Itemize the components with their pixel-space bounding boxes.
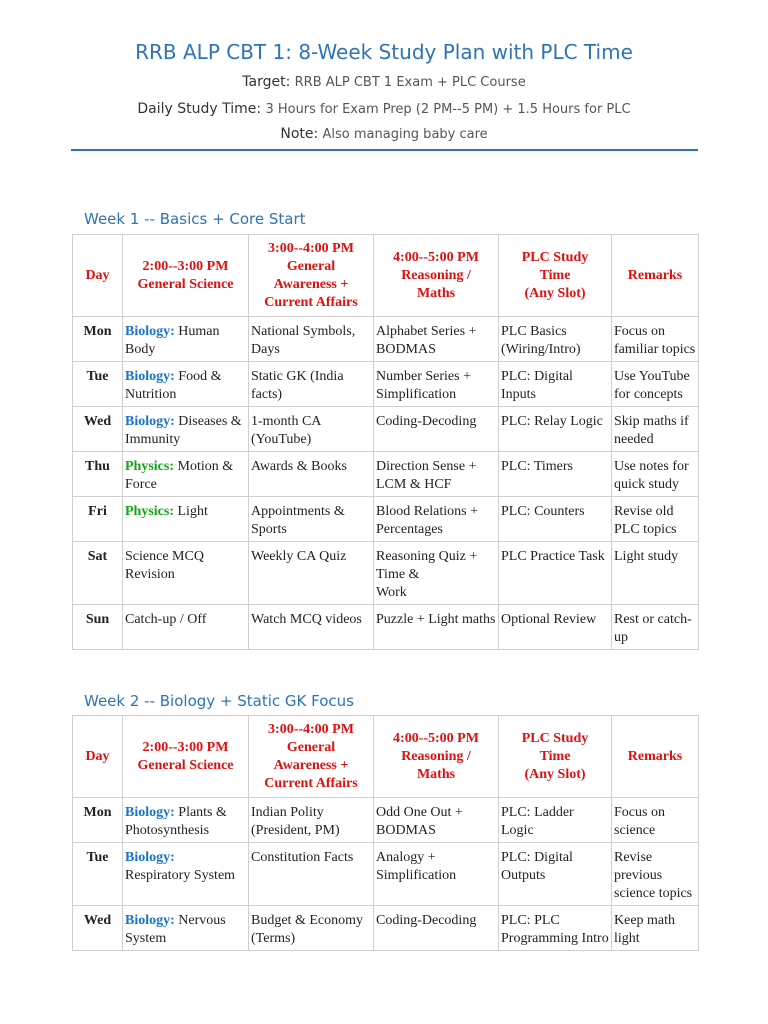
topic-text: Respiratory System (125, 868, 236, 883)
reasoning-maths-cell: Alphabet Series + BODMAS (374, 317, 499, 362)
daily-time-line (0, 101, 768, 117)
plc-cell: PLC Practice Task (499, 542, 612, 605)
reasoning-maths-cell: Puzzle + Light maths (374, 605, 499, 650)
table-row (73, 906, 699, 951)
remarks-cell: Skip maths if needed (612, 407, 699, 452)
plc-cell: PLC: Timers (499, 452, 612, 497)
general-awareness-cell: Weekly CA Quiz (249, 542, 374, 605)
subject-label: Biology: (125, 805, 175, 820)
reasoning-maths-cell: Number Series + Simplification (374, 362, 499, 407)
target-label: Target: (242, 74, 291, 90)
remarks-cell: Use YouTube for concepts (612, 362, 699, 407)
reasoning-maths-cell: Coding-Decoding (374, 407, 499, 452)
general-science-cell (123, 843, 249, 906)
header-day: Day (73, 716, 123, 798)
table-row (73, 407, 699, 452)
general-science-cell: Catch-up / Off (123, 605, 249, 650)
table-row (73, 798, 699, 843)
note-label: Note: (280, 126, 319, 142)
topic-text: Nervous System (125, 913, 226, 946)
day-cell: Fri (73, 497, 123, 542)
target-value: RRB ALP CBT 1 Exam + PLC Course (294, 75, 526, 90)
note-value: Also managing baby care (322, 127, 488, 142)
subject-label: Biology: (125, 369, 175, 384)
subject-label: Biology: (125, 324, 175, 339)
reasoning-maths-cell: Direction Sense + LCM & HCF (374, 452, 499, 497)
general-science-cell (123, 452, 249, 497)
reasoning-maths-cell: Reasoning Quiz + Time & Work (374, 542, 499, 605)
table-row (73, 452, 699, 497)
day-cell: Sun (73, 605, 123, 650)
topic-text: Motion & Force (125, 459, 234, 492)
topic-text: Diseases & Immunity (125, 414, 242, 447)
day-cell: Wed (73, 407, 123, 452)
topic-text: Human Body (125, 324, 220, 357)
header-reasoning-maths: 4:00--5:00 PM Reasoning / Maths (374, 235, 499, 317)
header-general-science: 2:00--3:00 PM General Science (123, 716, 249, 798)
table-row (73, 497, 699, 542)
reasoning-maths-cell: Coding-Decoding (374, 906, 499, 951)
remarks-cell: Revise previous science topics (612, 843, 699, 906)
general-awareness-cell: Awards & Books (249, 452, 374, 497)
week-2-table (72, 715, 699, 951)
day-cell: Mon (73, 798, 123, 843)
plc-cell: Optional Review (499, 605, 612, 650)
reasoning-maths-cell: Odd One Out + BODMAS (374, 798, 499, 843)
general-awareness-cell: Appointments & Sports (249, 497, 374, 542)
header-remarks: Remarks (612, 235, 699, 317)
remarks-cell: Focus on familiar topics (612, 317, 699, 362)
header-general-science: 2:00--3:00 PM General Science (123, 235, 249, 317)
remarks-cell: Use notes for quick study (612, 452, 699, 497)
day-cell: Mon (73, 317, 123, 362)
general-awareness-cell: National Symbols, Days (249, 317, 374, 362)
general-awareness-cell: Static GK (India facts) (249, 362, 374, 407)
plc-cell: PLC: Relay Logic (499, 407, 612, 452)
header-divider (71, 149, 698, 151)
table-row (73, 317, 699, 362)
subject-label: Biology: (125, 913, 175, 928)
day-cell: Tue (73, 362, 123, 407)
header-remarks: Remarks (612, 716, 699, 798)
general-awareness-cell: Budget & Economy (Terms) (249, 906, 374, 951)
plc-cell: PLC: PLC Programming Intro (499, 906, 612, 951)
day-cell: Sat (73, 542, 123, 605)
general-awareness-cell: 1-month CA (YouTube) (249, 407, 374, 452)
table-header-row (73, 235, 699, 317)
general-awareness-cell: Constitution Facts (249, 843, 374, 906)
topic-text: Light (174, 504, 208, 519)
day-cell: Tue (73, 843, 123, 906)
header-plc-study-time: PLC Study Time (Any Slot) (499, 716, 612, 798)
general-science-cell (123, 497, 249, 542)
table-row (73, 843, 699, 906)
remarks-cell: Rest or catch-up (612, 605, 699, 650)
plc-cell: PLC: Ladder Logic (499, 798, 612, 843)
week-1-title: Week 1 -- Basics + Core Start (84, 210, 306, 228)
week-2-title: Week 2 -- Biology + Static GK Focus (84, 692, 354, 710)
general-science-cell (123, 362, 249, 407)
reasoning-maths-cell: Analogy + Simplification (374, 843, 499, 906)
general-science-cell: Science MCQ Revision (123, 542, 249, 605)
topic-text: Food & Nutrition (125, 369, 222, 402)
remarks-cell: Revise old PLC topics (612, 497, 699, 542)
daily-time-value: 3 Hours for Exam Prep (2 PM--5 PM) + 1.5 Hours for PLC (265, 102, 631, 117)
general-science-cell (123, 906, 249, 951)
remarks-cell: Light study (612, 542, 699, 605)
general-awareness-cell: Watch MCQ videos (249, 605, 374, 650)
general-science-cell (123, 317, 249, 362)
note-line (0, 126, 768, 142)
header-plc-study-time: PLC Study Time (Any Slot) (499, 235, 612, 317)
table-header-row (73, 716, 699, 798)
week-1-table (72, 234, 699, 650)
subject-label: Biology: (125, 414, 175, 429)
general-awareness-cell: Indian Polity (President, PM) (249, 798, 374, 843)
header-day: Day (73, 235, 123, 317)
remarks-cell: Focus on science (612, 798, 699, 843)
topic-text: Plants & Photosynthesis (125, 805, 227, 838)
reasoning-maths-cell: Blood Relations + Percentages (374, 497, 499, 542)
header-reasoning-maths: 4:00--5:00 PM Reasoning / Maths (374, 716, 499, 798)
header-general-awareness: 3:00--4:00 PM General Awareness + Current Affairs (249, 235, 374, 317)
table-row (73, 605, 699, 650)
header-general-awareness: 3:00--4:00 PM General Awareness + Current Affairs (249, 716, 374, 798)
table-row (73, 362, 699, 407)
general-science-cell (123, 798, 249, 843)
subject-label: Physics: (125, 459, 174, 474)
plc-cell: PLC: Counters (499, 497, 612, 542)
plc-cell: PLC Basics (Wiring/Intro) (499, 317, 612, 362)
daily-time-label: Daily Study Time: (137, 101, 262, 117)
target-line (0, 74, 768, 90)
remarks-cell: Keep math light (612, 906, 699, 951)
table-row (73, 542, 699, 605)
plc-cell: PLC: Digital Outputs (499, 843, 612, 906)
subject-label: Biology: (125, 850, 175, 865)
general-science-cell (123, 407, 249, 452)
day-cell: Wed (73, 906, 123, 951)
plc-cell: PLC: Digital Inputs (499, 362, 612, 407)
document-title: RRB ALP CBT 1: 8-Week Study Plan with PLC Time (135, 40, 633, 64)
subject-label: Physics: (125, 504, 174, 519)
day-cell: Thu (73, 452, 123, 497)
